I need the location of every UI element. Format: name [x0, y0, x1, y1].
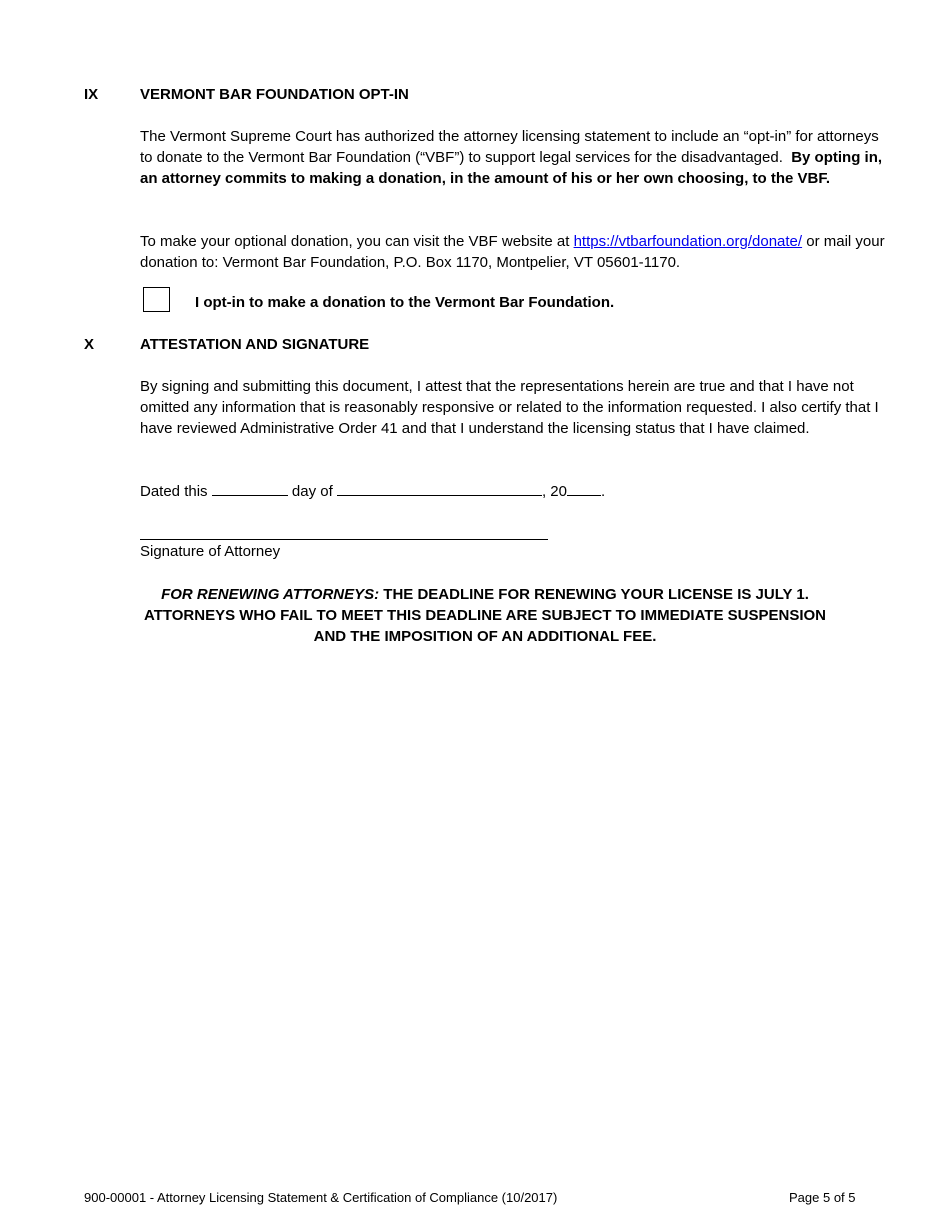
- month-field[interactable]: [337, 481, 542, 496]
- footer-form-id: 900-00001 - Attorney Licensing Statement & Certification of Compliance (10/2017): [84, 1190, 558, 1205]
- vbf-donate-link[interactable]: https://vtbarfoundation.org/donate/: [573, 233, 803, 250]
- section-x-number: X: [84, 336, 95, 353]
- section-ix-title: VERMONT BAR FOUNDATION OPT-IN: [140, 86, 409, 103]
- renewal-notice-line-1: [140, 584, 830, 605]
- vbf-optin-text: The Vermont Supreme Court has authorized the attorney licensing statement to include an “opt-in” for attorneys to donate to the Vermont Bar Foundation (“VBF”) to support legal services for the disadvantaged.: [140, 128, 879, 166]
- renewal-notice: [140, 584, 830, 647]
- optin-label: I opt-in to make a donation to the Vermont Bar Foundation.: [195, 294, 615, 311]
- dated-period: .: [600, 483, 606, 500]
- renewal-notice-lead: FOR RENEWING ATTORNEYS:: [161, 586, 380, 603]
- renewal-notice-line-3: AND THE IMPOSITION OF AN ADDITIONAL FEE.: [313, 628, 657, 645]
- section-x-title: ATTESTATION AND SIGNATURE: [140, 336, 370, 353]
- footer-page-number: Page 5 of 5: [789, 1190, 856, 1205]
- optin-checkbox[interactable]: [143, 287, 170, 312]
- donation-text-before: To make your optional donation, you can visit the VBF website at: [140, 233, 574, 250]
- attestation-paragraph: By signing and submitting this document, I attest that the representations herein are true and that I have not omitted any information that is reasonably responsive or related to the information requested. I also certify that I have reviewed Administrative Order 41 and that I understand the licensing status that I have claimed.: [140, 378, 879, 437]
- year-prefix: , 20: [541, 483, 567, 500]
- signature-line[interactable]: [140, 538, 548, 540]
- renewal-notice-line-2: ATTORNEYS WHO FAIL TO MEET THIS DEADLINE ARE SUBJECT TO IMMEDIATE SUSPENSION: [143, 607, 826, 624]
- day-of-text: day of: [291, 483, 333, 500]
- dated-line: [140, 481, 605, 500]
- year-field[interactable]: [567, 481, 601, 496]
- section-ix-number: IX: [84, 86, 99, 103]
- dated-prefix: Dated this: [140, 483, 208, 500]
- vbf-optin-paragraph: [140, 126, 885, 189]
- renewal-notice-deadline: THE DEADLINE FOR RENEWING YOUR LICENSE IS JULY 1.: [379, 586, 809, 603]
- donation-text-after: or mail your donation to: Vermont Bar Foundation, P.O. Box 1170, Montpelier, VT 05601-1170.: [140, 233, 885, 271]
- donation-paragraph: [140, 231, 885, 273]
- day-field[interactable]: [212, 481, 288, 496]
- vbf-optin-commitment: By opting in, an attorney commits to making a donation, in the amount of his or her own choosing, to the VBF.: [140, 149, 883, 187]
- signature-label: Signature of Attorney: [140, 543, 281, 560]
